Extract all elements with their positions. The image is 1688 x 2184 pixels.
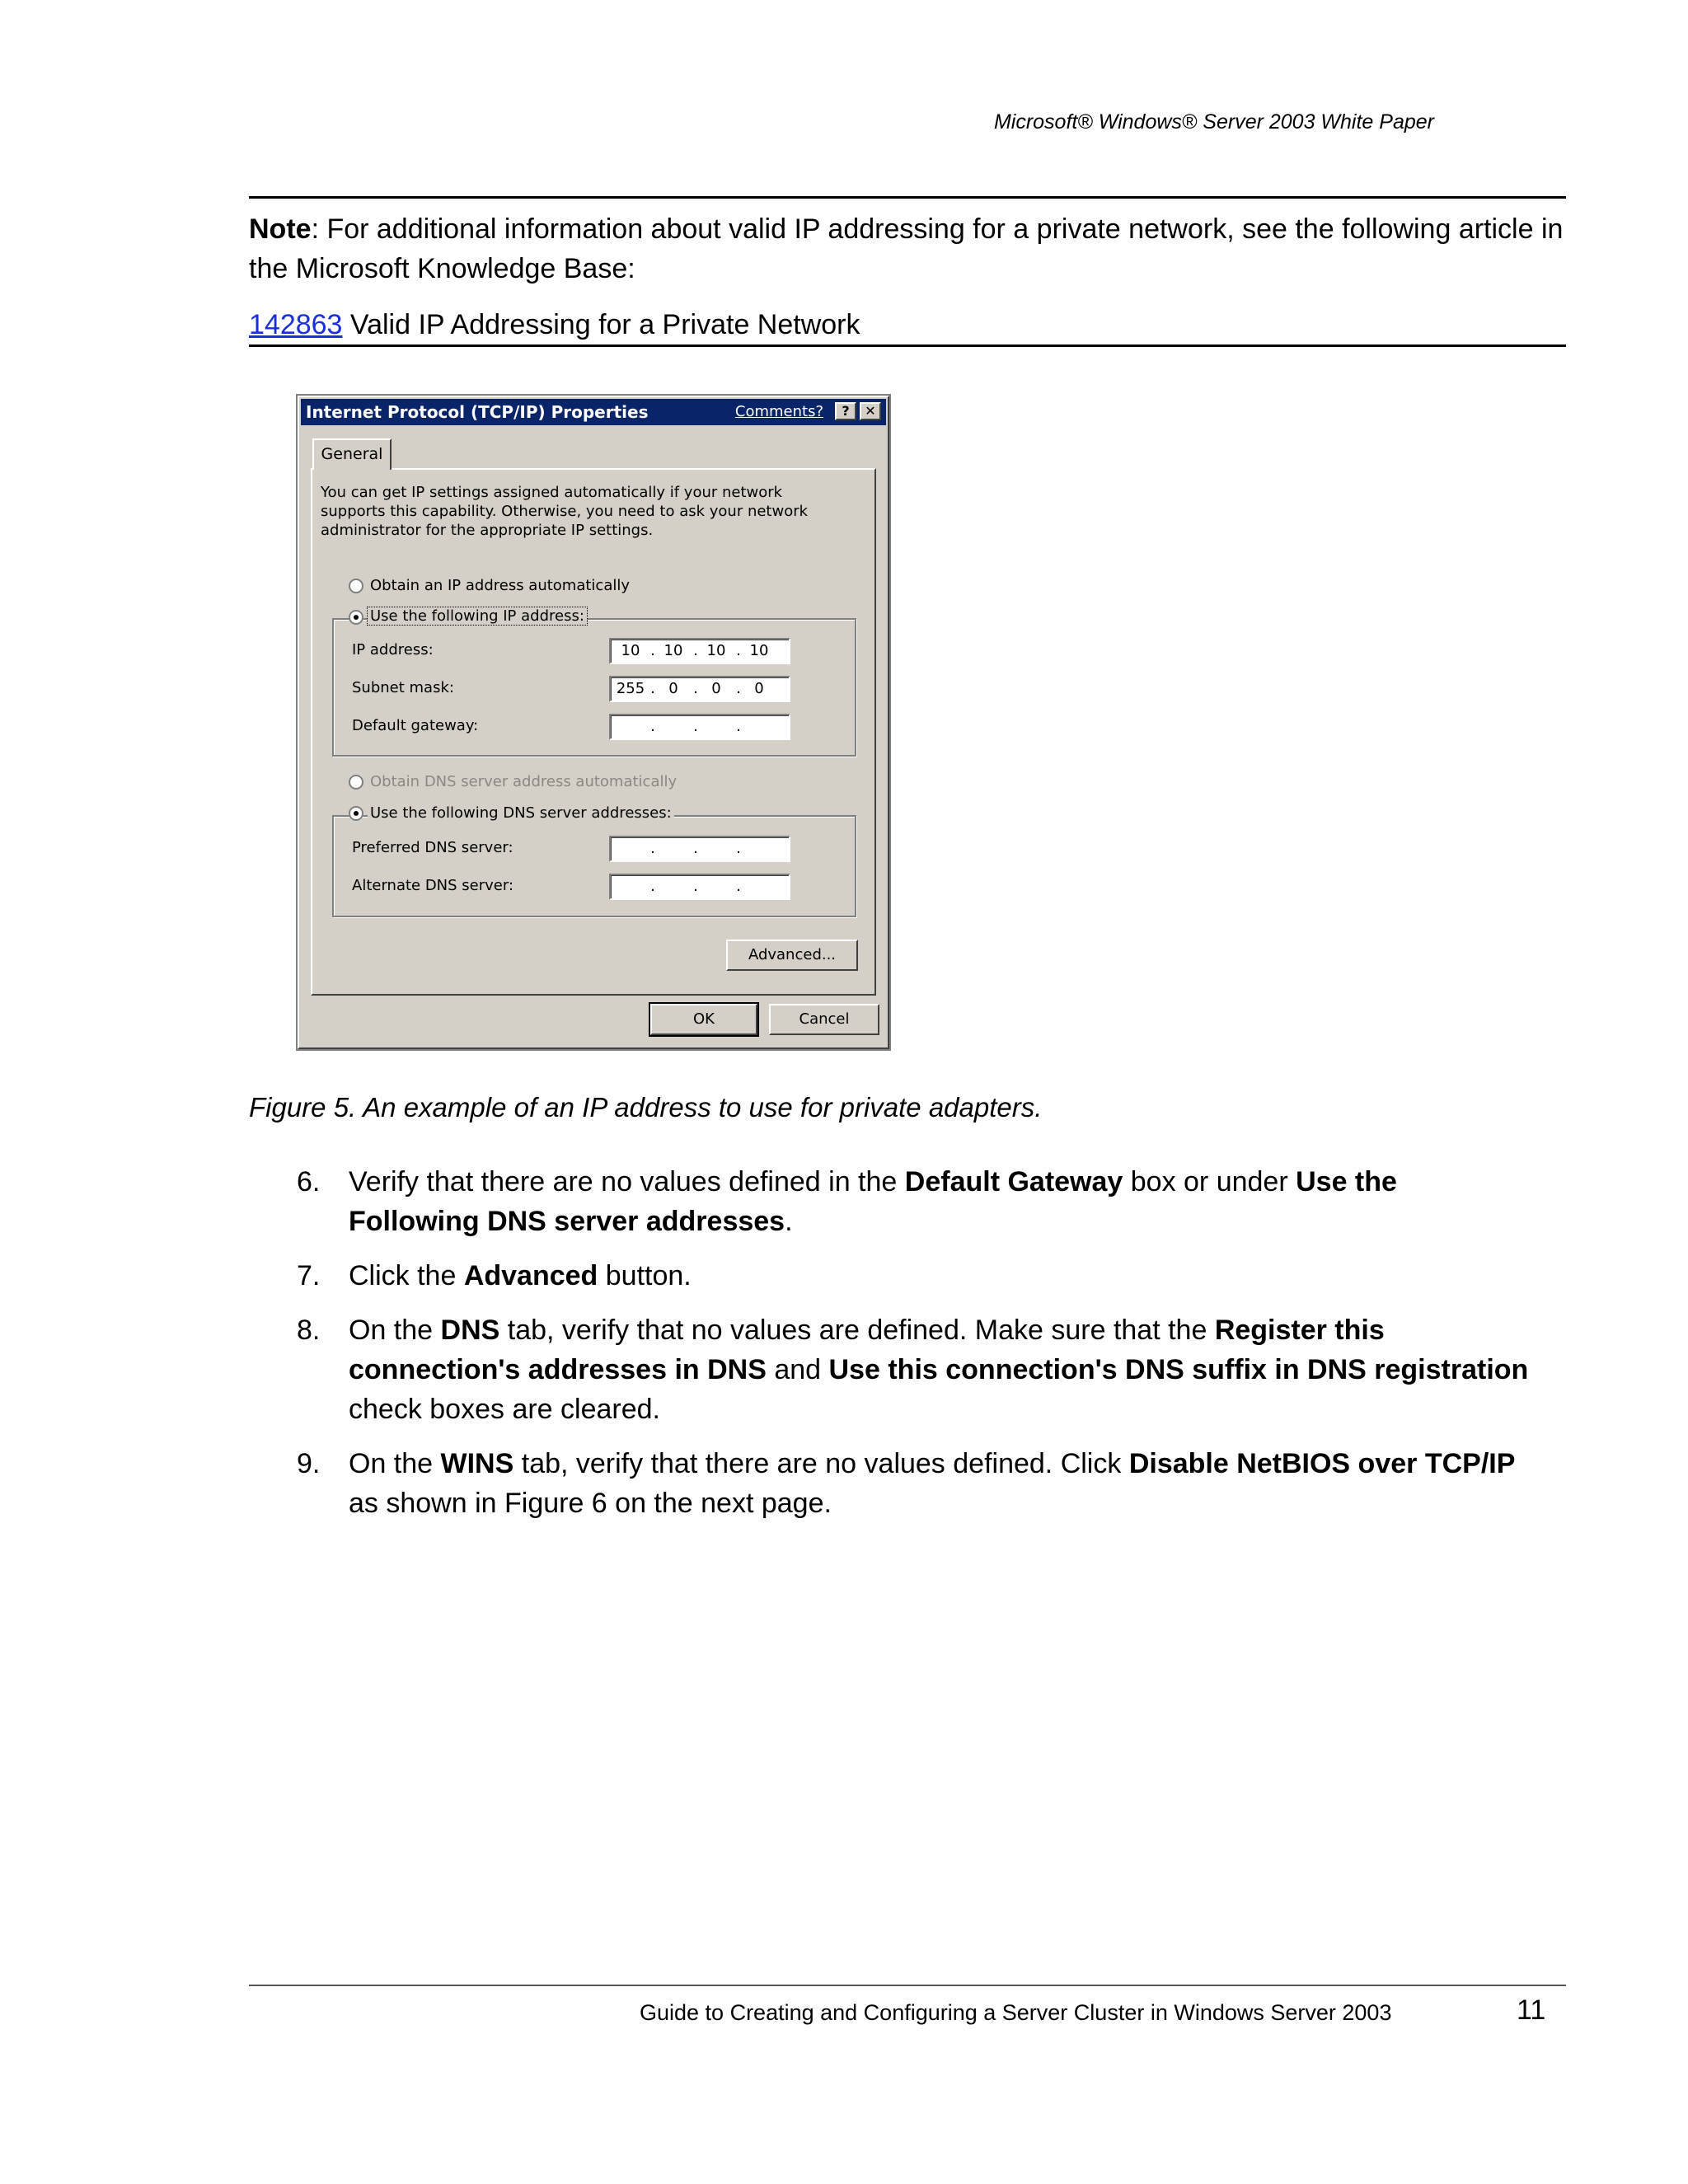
- ip-dot: .: [736, 840, 741, 857]
- alternate-dns-field[interactable]: [609, 874, 790, 900]
- note-paragraph: [249, 209, 1566, 288]
- ip-dot: .: [736, 642, 741, 659]
- ip-octet[interactable]: 10: [749, 642, 769, 659]
- step-item: [297, 1444, 1533, 1523]
- step-emphasis: Use the Following DNS server addresses: [349, 1166, 1397, 1237]
- dns-group: [332, 815, 856, 917]
- obtain-dns-radio: [349, 775, 363, 790]
- ip-dot: .: [736, 878, 741, 895]
- note-text: : For additional information about valid IP addressing for a private network, see the following article in the Microsoft Knowledge Base:: [249, 213, 1564, 284]
- ok-button[interactable]: OK: [650, 1004, 757, 1035]
- step-text: Click the: [349, 1260, 464, 1291]
- step-text: and: [766, 1354, 829, 1385]
- step-text: .: [785, 1206, 793, 1237]
- ip-dot: .: [693, 642, 698, 659]
- ip-octet[interactable]: 255: [616, 680, 645, 697]
- subnet-mask-field[interactable]: [609, 676, 790, 702]
- dialog-title: Internet Protocol (TCP/IP) Properties: [306, 402, 649, 422]
- ip-address-label: IP address:: [352, 641, 434, 658]
- ip-octet[interactable]: 0: [754, 680, 764, 697]
- ip-dot: .: [650, 680, 655, 697]
- preferred-dns-field[interactable]: [609, 836, 790, 862]
- close-icon[interactable]: ✕: [860, 402, 881, 420]
- step-item: [297, 1256, 1533, 1296]
- figure-caption: Figure 5. An example of an IP address to use for private adapters.: [249, 1092, 1043, 1122]
- running-header: Microsoft® Windows® Server 2003 White Paper: [993, 110, 1434, 134]
- step-emphasis: Advanced: [463, 1260, 598, 1291]
- step-emphasis: Disable NetBIOS over TCP/IP: [1128, 1448, 1516, 1479]
- step-emphasis: Default Gateway: [904, 1166, 1123, 1197]
- ip-dot: .: [736, 718, 741, 735]
- advanced-button[interactable]: Advanced...: [726, 940, 858, 971]
- obtain-ip-radio[interactable]: [349, 579, 363, 593]
- ip-octet[interactable]: 10: [621, 642, 640, 659]
- ip-dot: .: [736, 680, 741, 697]
- tab-general[interactable]: General: [312, 438, 392, 470]
- step-list: [297, 1162, 1533, 1538]
- help-icon[interactable]: ?: [835, 402, 856, 420]
- ip-address-field[interactable]: [609, 638, 790, 664]
- cancel-button[interactable]: Cancel: [769, 1004, 879, 1035]
- ip-dot: .: [650, 840, 655, 857]
- kb-reference: [249, 305, 860, 344]
- ip-dot: .: [693, 840, 698, 857]
- step-number: 6.: [297, 1166, 321, 1197]
- ip-octet[interactable]: 10: [663, 642, 683, 659]
- step-text: box or under: [1123, 1166, 1296, 1197]
- footer-title: Guide to Creating and Configuring a Server Cluster in Windows Server 2003: [640, 2000, 1392, 2025]
- default-gateway-field[interactable]: [609, 714, 790, 740]
- step-number: 9.: [297, 1448, 321, 1479]
- tcpip-properties-dialog: [298, 396, 889, 1049]
- step-text: On the: [349, 1315, 441, 1346]
- use-ip-radio[interactable]: [349, 610, 363, 625]
- alternate-dns-label: Alternate DNS server:: [352, 877, 514, 894]
- step-item: [297, 1310, 1533, 1429]
- use-dns-label[interactable]: Use the following DNS server addresses:: [368, 804, 674, 822]
- obtain-ip-label[interactable]: Obtain an IP address automatically: [370, 577, 631, 594]
- step-emphasis: Register this connection's addresses in DNS: [349, 1315, 1385, 1385]
- step-text: Verify that there are no values defined in the: [349, 1166, 905, 1197]
- note-bottom-rule: [249, 344, 1566, 347]
- step-emphasis: DNS: [440, 1315, 500, 1346]
- step-item: [297, 1162, 1533, 1241]
- ip-dot: .: [693, 680, 698, 697]
- default-gateway-label: Default gateway:: [352, 717, 479, 734]
- comments-link[interactable]: Comments?: [734, 403, 823, 420]
- footer-rule: [249, 1985, 1566, 1986]
- step-text: tab, verify that there are no values defined. Click: [513, 1448, 1129, 1479]
- preferred-dns-label: Preferred DNS server:: [352, 839, 513, 856]
- use-ip-label[interactable]: Use the following IP address:: [368, 607, 587, 625]
- ip-octet[interactable]: 0: [668, 680, 678, 697]
- ip-dot: .: [693, 878, 698, 895]
- step-emphasis: Use this connection's DNS suffix in DNS registration: [828, 1354, 1529, 1385]
- kb-title: Valid IP Addressing for a Private Network: [342, 309, 860, 340]
- ip-dot: .: [650, 642, 655, 659]
- subnet-mask-label: Subnet mask:: [352, 679, 454, 696]
- use-dns-radio[interactable]: [349, 806, 363, 821]
- ip-octet[interactable]: 10: [706, 642, 726, 659]
- step-text: check boxes are cleared.: [349, 1394, 660, 1425]
- ip-octet[interactable]: 0: [711, 680, 721, 697]
- top-rule: [249, 196, 1566, 199]
- ip-dot: .: [693, 718, 698, 735]
- dialog-titlebar: [301, 399, 886, 425]
- intro-text: You can get IP settings assigned automatically if your network supports this capability. Otherwise, you need to ask your network administrator for the appropriate IP settings.: [321, 484, 809, 539]
- ip-dot: .: [650, 718, 655, 735]
- ip-dot: .: [650, 878, 655, 895]
- step-text: as shown in Figure 6 on the next page.: [349, 1488, 832, 1519]
- step-number: 7.: [297, 1260, 321, 1291]
- kb-link[interactable]: 142863: [249, 309, 343, 340]
- step-text: tab, verify that no values are defined. Make sure that the: [499, 1315, 1215, 1346]
- step-text: On the: [349, 1448, 441, 1479]
- note-label: Note: [249, 213, 312, 245]
- page-number: 11: [1517, 1994, 1546, 2026]
- step-text: button.: [598, 1260, 692, 1291]
- step-emphasis: WINS: [440, 1448, 514, 1479]
- step-number: 8.: [297, 1315, 321, 1346]
- obtain-dns-label: Obtain DNS server address automatically: [370, 773, 678, 790]
